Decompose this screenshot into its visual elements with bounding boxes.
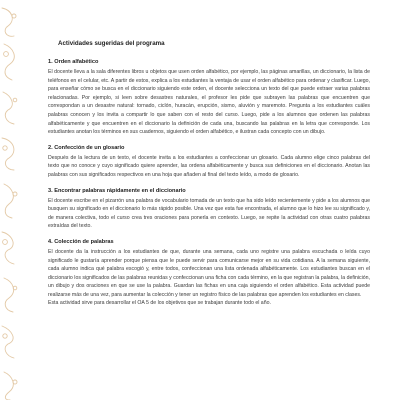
section-heading: 1. Orden alfabético	[48, 59, 99, 65]
section-paragraph: El docente escribe en el pizarrón una palabra de vocabulario tomada de un texto que ha sido leído recientemente y pide a los alumnos que busquen su significado en el diccionario lo más rápido posible. Una vez que esta fue encontrada, el alumno que lo hizo lee su significado y, de manera colectiva, todo el curso crea tres oraciones para ponerla en contexto. Luego, se repite la actividad con otras cuatro palabras extraídas del texto.	[48, 197, 370, 230]
section-glosario	[48, 145, 370, 180]
section-encontrar-palabras	[48, 188, 370, 231]
section-paragraph-note: Esta actividad sirve para desarrollar el OA 5 de los objetivos que se trabajan durante todo el año.	[48, 300, 271, 307]
section-heading: 3. Encontrar palabras rápidamente en el diccionario	[48, 187, 186, 194]
section-paragraph: El docente lleva a la sala diferentes libros u objetos que usen orden alfabético, por ejemplo, las páginas amarillas, un diccionario, la lista de teléfonos en el celular, etc. A partir de estos, explica a los estudiantes la ventaja de usar el orden alfabético para ordenar y clasificar. Luego, para enseñar cómo se busca en el diccionario siguiendo este orden, el docente selecciona un texto del que puede extraer varias palabras relacionadas. Por ejemplo, si leen sobre desastres naturales, el profesor les pide que subrayen las palabras que encuentren que correspondan a un desastre natural: tornado, ciclón, huracán, erupción, sismo, aluvión y maremoto. Pregunta a los estudiantes cuáles palabras conocen y los invita a compartir lo que saben con el resto del curso. Luego, pide a los alumnos que ordenen las palabras alfabéticamente y que encuentren en el diccionario la definición de cada una, buscando las palabras en la letra que corresponde. Los estudiantes anotan los términos en sus cuadernos, siguiendo el orden alfabético, e ilustran cada concepto con un dibujo.	[48, 69, 370, 136]
section-paragraph: El docente da la instrucción a los estudiantes de que, durante una semana, cada uno registre una palabra escuchada o leída cuyo significado le gustaría aprender porque piensa que le puede servir para comunicarse mejor en su vida cotidiana. A la semana siguiente, cada alumno indica qué palabra escogió y, entre todos, confeccionan una lista ordenada alfabéticamente. Los estudiantes buscan en el diccionario los significados de las palabras reunidas y confeccionan una ficha con cada término, en la que registran la palabra, la definición, un dibujo y dos oraciones en que se use la palabra. Guardan las fichas en una caja siguiendo el orden alfabético. Esta actividad puede realizarse más de una vez, para aumentar la colección y tener un registro físico de las palabras que aprenden los estudiantes en clases.	[48, 248, 370, 298]
section-heading: 2. Confección de un glosario	[48, 144, 125, 151]
document-page	[48, 40, 370, 316]
section-heading: 4. Colección de palabras	[48, 238, 114, 245]
section-paragraph: Después de la lectura de un texto, el docente invita a los estudiantes a confeccionar un glosario. Cada alumno elige cinco palabras del texto que no conoce y cuyo significado quiere aprender, las ordena alfabéticamente y busca sus definiciones en el diccionario. Anotan las palabras con sus significados respectivos en una hoja que añaden al final del texto leído, a modo de glosario.	[48, 154, 370, 178]
section-orden-alfabetico	[48, 59, 370, 137]
decorative-swirl-border	[0, 0, 22, 400]
section-coleccion-palabras	[48, 239, 370, 308]
document-title: Actividades sugeridas del programa	[58, 40, 165, 47]
